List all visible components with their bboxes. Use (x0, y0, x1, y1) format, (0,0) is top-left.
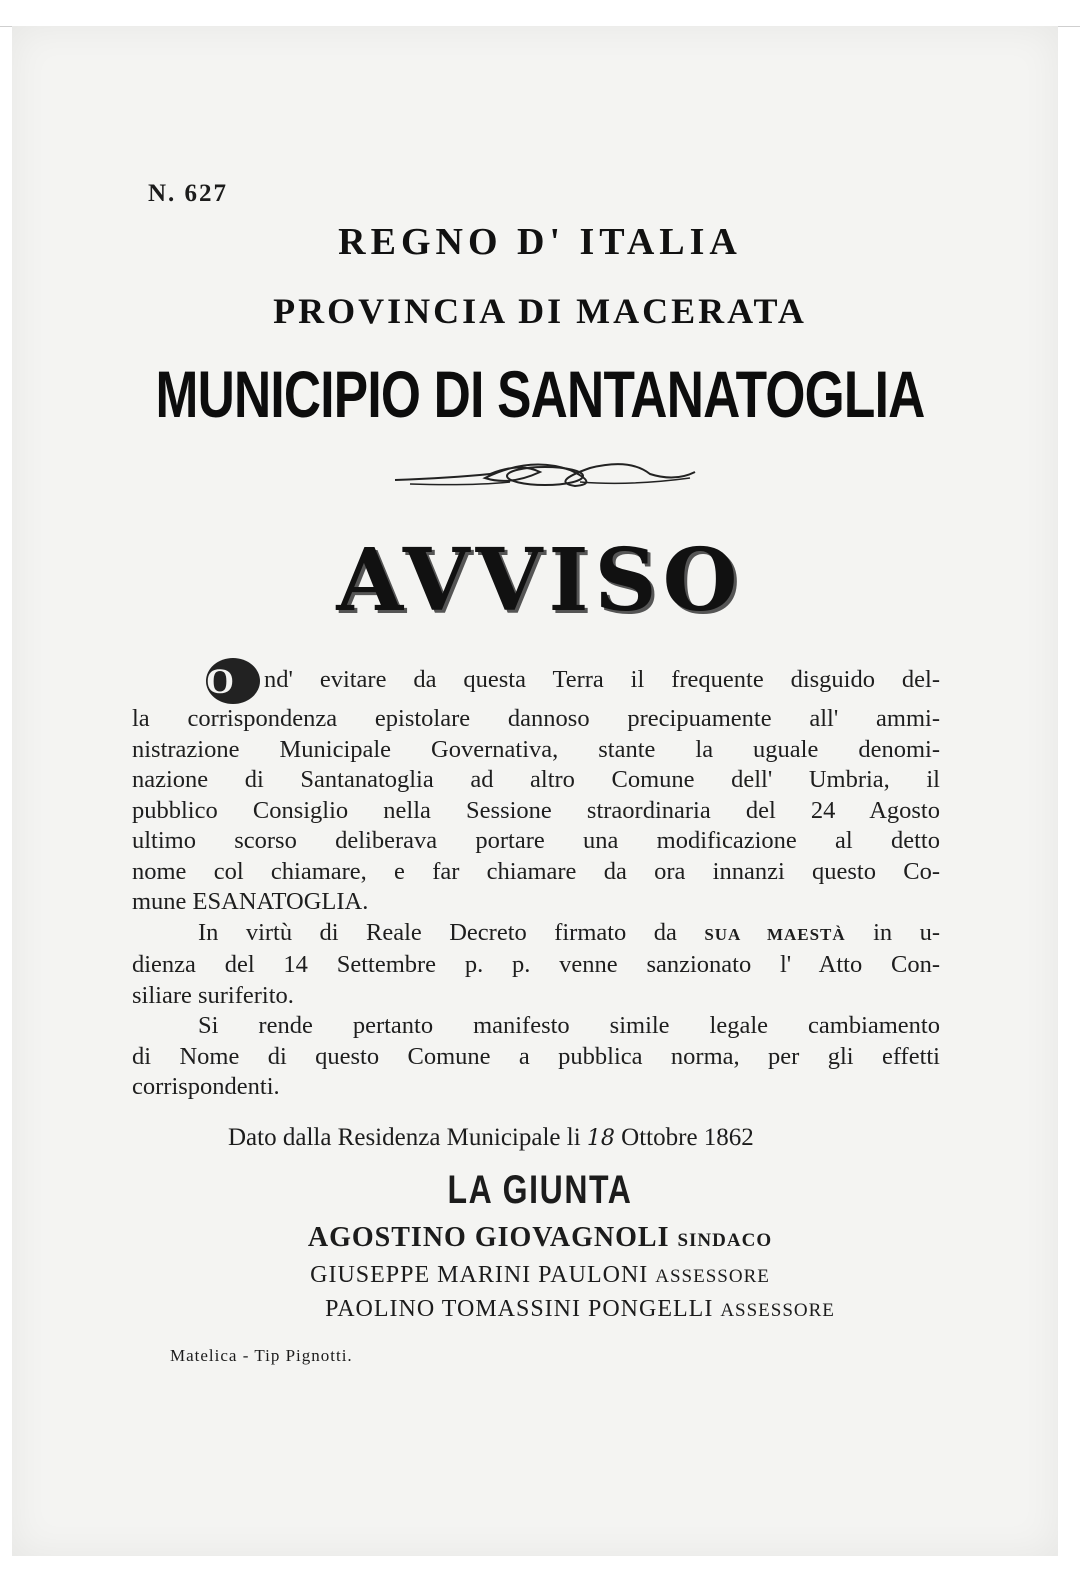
scan-top-edge (0, 0, 1080, 27)
body-line: In virtù di Reale Decreto firmato da SUA MAESTÀ in u- (198, 918, 941, 946)
handwritten-day: 18 (586, 1126, 615, 1151)
municipality-heading: MUNICIPIO DI SANTANATOGLIA (155, 357, 925, 431)
body-line: nistrazione Municipale Governativa, stante la uguale denomi- (132, 735, 940, 763)
date-line: Dato dalla Residenza Municipale li 18 Ottobre 1862 (228, 1124, 754, 1151)
printer-imprint: Matelica - Tip Pignotti. (170, 1346, 353, 1365)
sua-maesta: SUA MAESTÀ (704, 924, 846, 944)
province-heading: PROVINCIA DI MACERATA (273, 291, 807, 331)
body-line: mune ESANATOGLIA. (132, 888, 369, 915)
body-line: pubblico Consiglio nella Sessione straordinaria del 24 Agosto (132, 796, 940, 824)
signature-assessore-2: PAOLINO TOMASSINI PONGELLI ASSESSORE (325, 1296, 835, 1322)
body-line: siliare suriferito. (132, 981, 294, 1009)
body-line: nome col chiamare, e far chiamare da ora innanzi questo Co- (132, 857, 940, 885)
body-line: corrispondenti. (132, 1073, 280, 1100)
kingdom-heading: REGNO D' ITALIA (338, 221, 742, 263)
drop-cap: O (206, 658, 260, 704)
signature-assessore-1: GIUSEPPE MARINI PAULONI ASSESSORE (310, 1262, 770, 1288)
body-line: la corrispondenza epistolare dannoso precipuamente all' ammi- (132, 705, 940, 732)
body-line: Si rende pertanto manifesto simile legale cambiamento (198, 1012, 940, 1039)
giunta-heading: LA GIUNTA (447, 1168, 633, 1212)
body-line: ultimo scorso deliberava portare una modificazione al detto (132, 827, 940, 854)
body-line: dienza del 14 Settembre p. p. venne sanzionato l' Atto Con- (132, 951, 940, 978)
body-line: O nd' evitare da questa Terra il frequente disguido del- (132, 658, 940, 704)
notice-body (132, 658, 940, 1103)
notice-title: AVVISO (336, 530, 744, 631)
body-line: di Nome di questo Comune a pubblica norma, per gli effetti (132, 1042, 940, 1070)
document-number: N. 627 (148, 180, 229, 207)
body-line: nazione di Santanatoglia ad altro Comune dell' Umbria, il (132, 766, 940, 793)
signature-sindaco: AGOSTINO GIOVAGNOLI SINDACO (307, 1222, 773, 1253)
ornament-flourish (390, 452, 700, 502)
